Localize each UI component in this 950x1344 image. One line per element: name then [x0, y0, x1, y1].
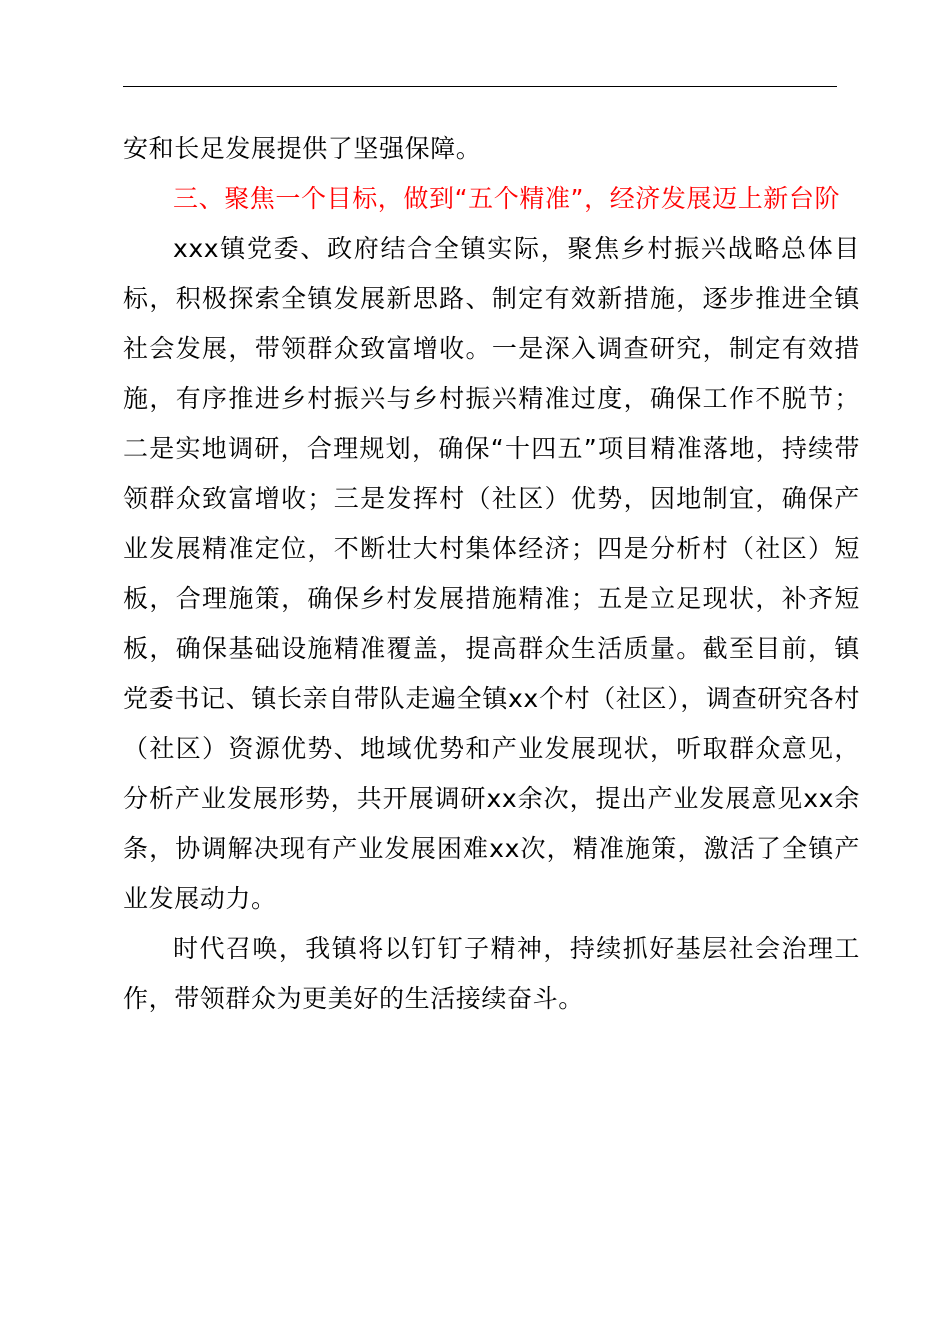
continuation-text: 安和长足发展提供了坚强保障。 — [123, 134, 482, 163]
document-body — [123, 124, 860, 1024]
header-rule — [123, 86, 837, 87]
section-heading: 三、聚焦一个目标，做到“五个精准”，经济发展迈上新台阶 — [173, 184, 841, 213]
closing-paragraph: 时代召唤，我镇将以钉钉子精神，持续抓好基层社会治理工作，带领群众为更美好的生活接续奋斗。 — [123, 934, 860, 1013]
body-paragraph: xxx镇党委、政府结合全镇实际，聚焦乡村振兴战略总体目标，积极探索全镇发展新思路、制定有效新措施，逐步推进全镇社会发展，带领群众致富增收。一是深入调查研究，制定有效措施，有序推进乡村振兴与乡村振兴精准过度，确保工作不脱节；二是实地调研，合理规划，确保“十四五”项目精准落地，持续带领群众致富增收；三是发挥村（社区）优势，因地制宜，确保产业发展精准定位，不断壮大村集体经济；四是分析村（社区）短板，合理施策，确保乡村发展措施精准；五是立足现状，补齐短板，确保基础设施精准覆盖，提高群众生活质量。截至目前，镇党委书记、镇长亲自带队走遍全镇xx个村（社区），调查研究各村（社区）资源优势、地域优势和产业发展现状，听取群众意见，分析产业发展形势，共开展调研xx余次，提出产业发展意见xx余条，协调解决现有产业发展困难xx次，精准施策，激活了全镇产业发展动力。 — [123, 234, 860, 913]
